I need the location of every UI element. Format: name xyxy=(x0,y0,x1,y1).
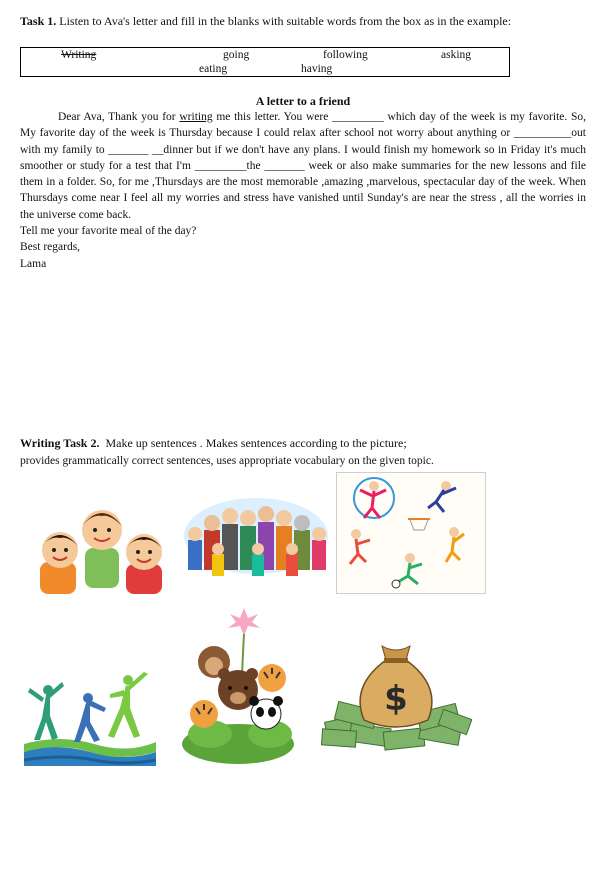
dollar-sign-icon: $ xyxy=(384,679,408,719)
word-eating: eating xyxy=(199,63,228,75)
task1-instruction: Listen to Ava's letter and fill in the blanks with suitable words from the box as in the example: xyxy=(59,14,512,28)
letter-signature: Lama xyxy=(20,257,47,270)
letter-text-rest: me this letter. You were _________ which day of the week is my favorite. So, My favorite day of the week is Thursday because I could relax after school not worry about anything or __________out with my family to _______ __dinner but if we don't have any plans. I would finish my homework so in Friday it's much smoother or study for a test that I'm _________the _______ week or also make summaries for the new lessons and file them in a folder. So, for me ,Thursdays are the most memorable ,amazing ,marvelous, spectacular day of the week. When Thursdays come near I feel all my worries and stress have vanished until Sunday's are near the stress , all the worries in the universe come back. xyxy=(20,111,586,221)
letter-title: A letter to a friend xyxy=(255,94,351,108)
letter-paragraph xyxy=(20,109,586,223)
dancers-picture xyxy=(24,668,156,766)
example-answer: writing xyxy=(179,111,213,123)
letter-closing: Best regards, xyxy=(20,241,81,254)
letter-text-start: Dear Ava, Thank you for xyxy=(58,111,180,123)
money-bag-picture xyxy=(320,626,472,752)
word-box xyxy=(20,47,510,77)
task2-label: Writing Task 2. xyxy=(20,436,100,450)
family-group-picture xyxy=(182,496,330,588)
word-having: having xyxy=(301,63,333,75)
task1-heading xyxy=(20,14,511,29)
word-asking: asking xyxy=(441,49,472,61)
word-example: Writing xyxy=(61,49,97,61)
task2-heading xyxy=(20,436,407,451)
children-picture xyxy=(30,500,170,600)
task2-instruction-2: provides grammatically correct sentences, uses appropriate vocabulary on the given topic. xyxy=(20,455,434,467)
word-going: going xyxy=(223,49,250,61)
letter-question: Tell me your favorite meal of the day? xyxy=(20,225,197,238)
sports-picture xyxy=(336,472,486,594)
animals-picture xyxy=(180,604,298,764)
task1-label: Task 1. xyxy=(20,14,57,28)
word-following: following xyxy=(323,49,368,61)
letter-body xyxy=(20,109,586,272)
task2-instruction: Make up sentences . Makes sentences according to the picture; xyxy=(105,436,407,450)
